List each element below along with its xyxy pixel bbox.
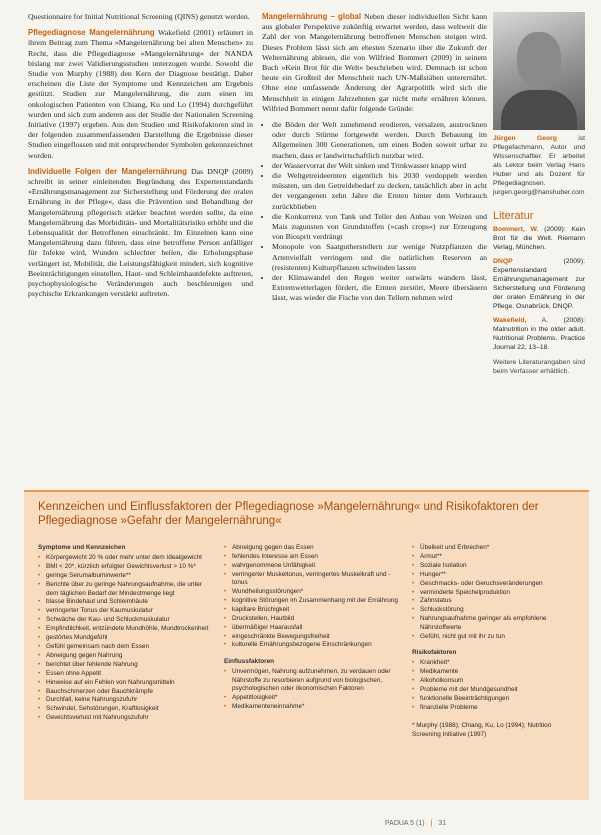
influence-factor-list	[224, 668, 404, 711]
author-photo-head	[517, 32, 561, 88]
literature-author: Wakefield, A.	[493, 317, 549, 325]
symptom-list-continued	[224, 544, 404, 650]
literature-note: Weitere Literaturangaben sind beim Verfasser erhältlich.	[493, 359, 585, 376]
paragraph-text: Das DNQP (2009) schreibt in seiner einleitenden Begründung des Expertenstandards »Ernährungsmanagement zur Sicherstellung und Förderung der oralen Ernährung in der Pflege«, dass die Prävention und Behandlung der Mangelernährung pflegerisch stärker beachtet werden sollte, da eine Mangelernährung das Morbiditäts- und Mortalitätsrisiko erhöht und die Lebensqualität der Betroffenen einschränkt. Im Einzelnen kann eine Mangelernährung dazu führen, dass eine betroffene Person anfälliger für Infekte wird, Wunden schlechter heilen, die Erholungsphase verlängert ist, Mobilität, die Leistungsfähigkeit mindert, sich kognitive Beeinträchtigungen einstellen, Haut- und Schleimhautdefekte auftreten, psychophysiologische Veränderungen auch beschleunigen und psychische Erkrankungen verstärkt auftreten.	[28, 166, 253, 299]
list-item: • eingeschränkte Bewegungsfreiheit	[224, 633, 404, 641]
list-item: • Appetitlosigkeit*	[224, 694, 404, 702]
article-column-1	[28, 12, 253, 305]
info-box-heading: Symptome und Kennzeichen	[38, 544, 126, 551]
list-item: • Schwäche der Kau- und Schluckmuskulatur	[38, 616, 216, 624]
paragraph	[28, 167, 253, 300]
list-item: • verminderte Speichelproduktion	[412, 589, 580, 597]
list-item: • wahrgenommene Unfähigkeit	[224, 562, 404, 570]
footer-separator: |	[430, 820, 433, 827]
list-item: • der Klimawandel den Regen weiter ostwärts wandern lässt, Extremwetterlagen fördert, die Ernten zerstört, Meere übersäuern lässt, was wieder die Fische von den Tellern nehmen wird	[272, 273, 487, 304]
list-item: • die Böden der Welt zunehmend erodieren, versalzen, austrocknen oder durch Stürme fortgeweht werden. Durch Bebauung im Allgemeinen 300 Generationen, um einen Boden soweit urbar zu machen, dass er landwirtschaftlich nutzbar wird.	[272, 120, 487, 161]
literature-text: (2009): Expertenstandard Ernährungsmanagement zur Sicherstellung und Förderung der oralen Ernährung in der Pflege. Osnabrück, DNQP.	[493, 258, 585, 311]
list-item: • finanzielle Probleme	[412, 704, 580, 712]
info-box-column-3	[412, 544, 580, 739]
info-box-column-1	[38, 544, 216, 723]
reasons-list	[262, 120, 487, 304]
info-box	[24, 490, 589, 800]
list-item: • Hinweise auf ein Fehlen von Nahrungsmitteln	[38, 679, 216, 687]
list-item: • Medikamenteneinnahme*	[224, 703, 404, 711]
list-item: • Zahnstatus	[412, 597, 580, 605]
info-box-heading: Einflussfaktoren	[224, 657, 275, 665]
list-item: • Wundheilungsstörungen*	[224, 588, 404, 596]
list-item: • kulturelle Ernährungsbezogene Einschränkungen	[224, 641, 404, 649]
literature-heading: Literatur	[493, 210, 534, 222]
list-item: • Armut**	[412, 553, 580, 561]
paragraph	[262, 12, 487, 114]
paragraph-lead: Pflegediagnose Mangelernährung	[28, 28, 155, 38]
author-bio-text: ist Pflegefachmann, Autor und Wissenschaftler. Er arbeitet als Lektor beim Verlag Hans Huber und als Dozent für Pflegediagnosen. jurgen.georg@hanshuber.com	[493, 135, 585, 196]
article-column-2	[262, 12, 487, 304]
paragraph	[28, 28, 253, 161]
list-item: • kapillare Brüchigkeit	[224, 606, 404, 614]
author-bio	[493, 134, 585, 197]
list-item: • Alkoholkonsum	[412, 677, 580, 685]
info-box-footnote: * Murphy (1988); Chiang, Ku, Lo (1994); Nutrition Screening Initiative (1997)	[412, 722, 552, 738]
list-item: • Nahrungsaufnahme geringer als empfohlene Nährstoffwerte	[412, 615, 580, 632]
paragraph-text: Wakefield (2001) erläutert in ihrem Beitrag zum Thema »Mangelernährung bei alten Menschen« zu Recht, dass die Pflegediagnose »Mangelernährung« der NANDA bislang nur zwei Validierungsstudien unterzogen wurde. Sowohl die Studie von Murphy (1988) den Kern der Diagnose bestätigt. Daher erscheinen die Liste der Symptome und Kennzeichen am Ergebnis gestützt. Studien zur Mangelernährung, die zum einen im onkologischen Patienten von Chiang, Ku und Lo (1994) durchgeführt wurden und sich zum anderen aus der Studie der Nationalen Screening Initiative (1997) ergeben. Aus den Studien und Risikofaktoren sind in der folgenden zusammenfassenden Darstellung die Ergebnisse dieser Studien eingeflossen und mit entsprechender Symbolen gekennzeichnet worden.	[28, 28, 254, 160]
list-item: • Übelkeit und Erbrechen*	[412, 544, 580, 552]
literature-entry	[493, 316, 585, 352]
risk-factor-list	[412, 659, 580, 712]
list-item: • Bauchschmerzen oder Bauchkrämpfe	[38, 688, 216, 696]
info-box-heading: Risikofaktoren	[412, 648, 457, 656]
list-item: • Körpergewicht 20 % oder mehr unter dem Idealgewicht	[38, 554, 216, 562]
list-item: • kognitive Störungen im Zusammenhang mit der Ernährung	[224, 597, 404, 605]
literature-author: DNQP	[493, 258, 513, 266]
list-item: • Probleme mit der Mundgesundheit	[412, 686, 580, 694]
list-item: • Medikamente	[412, 668, 580, 676]
list-item: • Hunger**	[412, 571, 580, 579]
list-item: • Druckstellen, Hautbild	[224, 615, 404, 623]
list-item: • der Wasservorrat der Welt sinken und Trinkwasser knapp wird	[272, 161, 487, 171]
list-item: • Empfindlichkeit, entzündete Mundhöhle, Mundtrockenheit	[38, 625, 216, 633]
literature-entry	[493, 257, 585, 311]
symptom-list-continued	[412, 544, 580, 641]
page-number: 31	[438, 820, 447, 827]
list-item: • Essen ohne Appetit	[38, 670, 216, 678]
list-item: • fehlendes Interesse am Essen	[224, 553, 404, 561]
list-item: • Schwindel, Sehstörungen, Kraftlosigkeit	[38, 705, 216, 713]
list-item: • Geschmacks- oder Geruchsveränderungen	[412, 580, 580, 588]
info-box-column-2	[224, 544, 404, 712]
list-item: • Soziale Isolation	[412, 562, 580, 570]
journal-name: PADUA 5 (1)	[385, 820, 425, 827]
list-item: • geringe Serumalbuminwerte**	[38, 572, 216, 580]
literature-text: (2009): Kein Brot für die Welt. Riemann Verlag, München.	[493, 226, 585, 252]
list-item: • funktionelle Beeinträchtigungen	[412, 695, 580, 703]
info-box-title: Kennzeichen und Einflussfaktoren der Pflegediagnose »Mangelernährung« und Risikofaktoren der Pflegediagnose »Gefahr der Mangelernährung«	[38, 501, 539, 527]
list-item: • die Weltgetreideernten eigentlich bis 2030 verdoppelt werden müssten, um den Getreidebedarf zu decken, tatsächlich aber in acht der vergangenen zehn Jahre die Ernten hinter dem Verbrauch zurückblieben	[272, 171, 487, 212]
author-photo-body	[501, 90, 577, 130]
paragraph-lead: Individuelle Folgen der Mangelernährung	[28, 166, 187, 176]
list-item: • Schluckstörung	[412, 606, 580, 614]
paragraph-text: Neben dieser individuellen Sicht kann aus globaler Perspektive zukünftig erwartet werden, dass weltweit die Zahl der von Mangelernährung betroffenen Menschen steigen wird. Dieses Problem lässt sich am ehesten Szenario über die Zukunft der Welternährung ablesen, die von Wilfried Bommert (2009) in seinem Buch »Kein Brot für die Welt« beschrieben wird. Demnach ist schon heute ein Großteil der Menschheit nach UN-Maßstäben unterernährt. Ohne eine umfassende Änderung der Agrarpolitik wird sich die Menschheit in einigen Jahrzehnten gar nicht mehr ernähren können. Wilfried Bommert nennt dafür folgende Gründe:	[262, 12, 487, 113]
sidebar-column	[493, 12, 585, 376]
list-item: • verringerter Tonus der Kaumuskulatur	[38, 607, 216, 615]
list-item: • Abneigung gegen das Essen	[224, 544, 404, 552]
list-item: • Gefühl, nicht gut mit ihr zu tun	[412, 633, 580, 641]
paragraph: Questionnaire for Initial Nutritional Screening (QINS) genutzt werden.	[28, 12, 250, 21]
list-item: • Unvermögen, Nahrung aufzunehmen, zu verdauen oder Nährstoffe zu resorbieren aufgrund von biologischen, psychologischen oder ökonomischen Faktoren	[224, 668, 404, 693]
list-item: • die Konkurrenz von Tank und Teller den Anbau von Weizen und Mais zugunsten von Grundstoffen (»cash crops«) zur Erzeugung von Biosprit verdrängt	[272, 212, 487, 243]
list-item: • verringerter Muskeltonus, verringertes Muskelkraft und -tonus	[224, 571, 404, 588]
list-item: • Monopole von Saatgutherstellern zur wenige Nutzpflanzen die Artenvielfalt verringern und die natürlichen Reserven an (resistenten) Kulturpflanzen schwinden lassen	[272, 242, 487, 273]
list-item: • berichtet über fehlende Nahrung	[38, 661, 216, 669]
page-footer	[385, 820, 446, 827]
list-item: • Abneigung gegen Nahrung	[38, 652, 216, 660]
list-item: • blasse Bindehaut und Schleimhäute	[38, 598, 216, 606]
literature-author: Bommert, W.	[493, 226, 539, 234]
list-item: • Durchfall, keine Nahrungszufuhr	[38, 696, 216, 704]
list-item: • Krankheit*	[412, 659, 580, 667]
list-item: • gestörtes Mundgefühl	[38, 634, 216, 642]
list-item: • BMI < 20*, kürzlich erfolgter Gewichtsverlust > 10 %*	[38, 563, 216, 571]
literature-entry	[493, 225, 585, 252]
list-item: • übermäßiger Haarausfall	[224, 624, 404, 632]
literature-text: (2008): Malnutrition in the older adult. Nutritional Problems. Practice Journal 22, 13–18.	[493, 317, 586, 352]
author-photo	[493, 12, 585, 130]
paragraph-lead: Mangelernährung – global	[262, 12, 362, 21]
list-item: • Berichte über zu geringe Nahrungsaufnahme, die unter dem täglichen Bedarf der Mindestmenge liegt	[38, 581, 216, 598]
list-item: • Gewichtsverlust mit Nahrungszufuhr	[38, 714, 216, 722]
list-item: • Gefühl gemeinsam nach dem Essen	[38, 643, 216, 651]
author-name: Jürgen Georg	[493, 135, 557, 142]
symptom-list	[38, 554, 216, 722]
